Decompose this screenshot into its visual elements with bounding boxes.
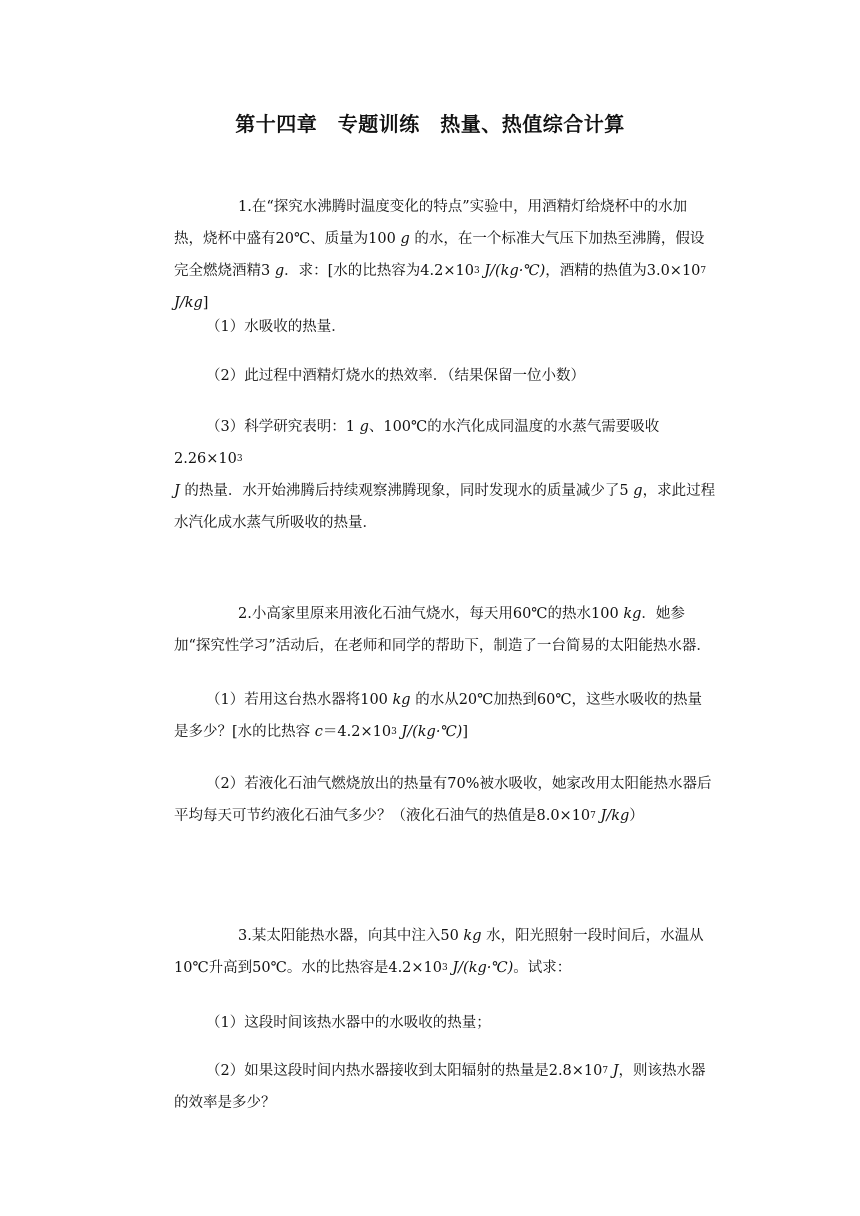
page-title: 第十四章 专题训练 热量、热值综合计算	[235, 112, 625, 136]
question-1-stem: 1.在“探究水沸腾时温度变化的特点”实验中，用酒精灯给烧杯中的水加热，烧杯中盛有20℃、质量为100 g 的水，在一个标准大气压下加热至沸腾，假设完全燃烧酒精3 g．求：[水的比热容为$4.2\times 10^3$ J/(kg·℃)，酒精的热值为$3.0\times 10^7$ J/kg]	[174, 191, 716, 319]
question-3-part-2: （2）如果这段时间内热水器接收到太阳辐射的热量是$2.8\times 10^7$ J，则该热水器的效率是多少？	[174, 1063, 706, 1111]
question-number: 3.	[238, 928, 252, 944]
question-2-stem: 2.小高家里原来用液化石油气烧水，每天用60℃的热水100 kg．她参加“探究性学习”活动后，在老师和同学的帮助下，制造了一台简易的太阳能热水器．	[174, 598, 716, 662]
question-1-part-3: （3）科学研究表明：1 g、100℃的水汽化成同温度的水蒸气需要吸收$2.26\times 10^3$ J 的热量．水开始沸腾后持续观察沸腾现象，同时发现水的质量减少了5 g，求此过程水汽化成水蒸气所吸收的热量．	[174, 419, 716, 531]
question-3-stem: 3.某太阳能热水器，向其中注入50 kg 水，阳光照射一段时间后，水温从10℃升高到50℃。水的比热容是$4.2\times 10^3$ J/(kg·℃)。试求：	[174, 920, 716, 984]
question-number: 1.	[238, 199, 252, 215]
question-3-part-1: （1）这段时间该热水器中的水吸收的热量；	[206, 1015, 491, 1031]
question-2-part-1: （1）若用这台热水器将100 kg 的水从20℃加热到60℃，这些水吸收的热量是多少？[水的比热容 $c=4.2\times 10^3$ J/(kg·℃)]	[174, 692, 703, 740]
question-number: 2.	[238, 606, 252, 622]
question-2-part-2: （2）若液化石油气燃烧放出的热量有70%被水吸收，她家改用太阳能热水器后平均每天可节约液化石油气多少？（液化石油气的热值是$8.0\times 10^7$ J/kg）	[174, 776, 712, 824]
question-1-part-2: （2）此过程中酒精灯烧水的热效率．（结果保留一位小数）	[206, 368, 585, 384]
question-1-part-1: （1）水吸收的热量．	[206, 319, 346, 335]
